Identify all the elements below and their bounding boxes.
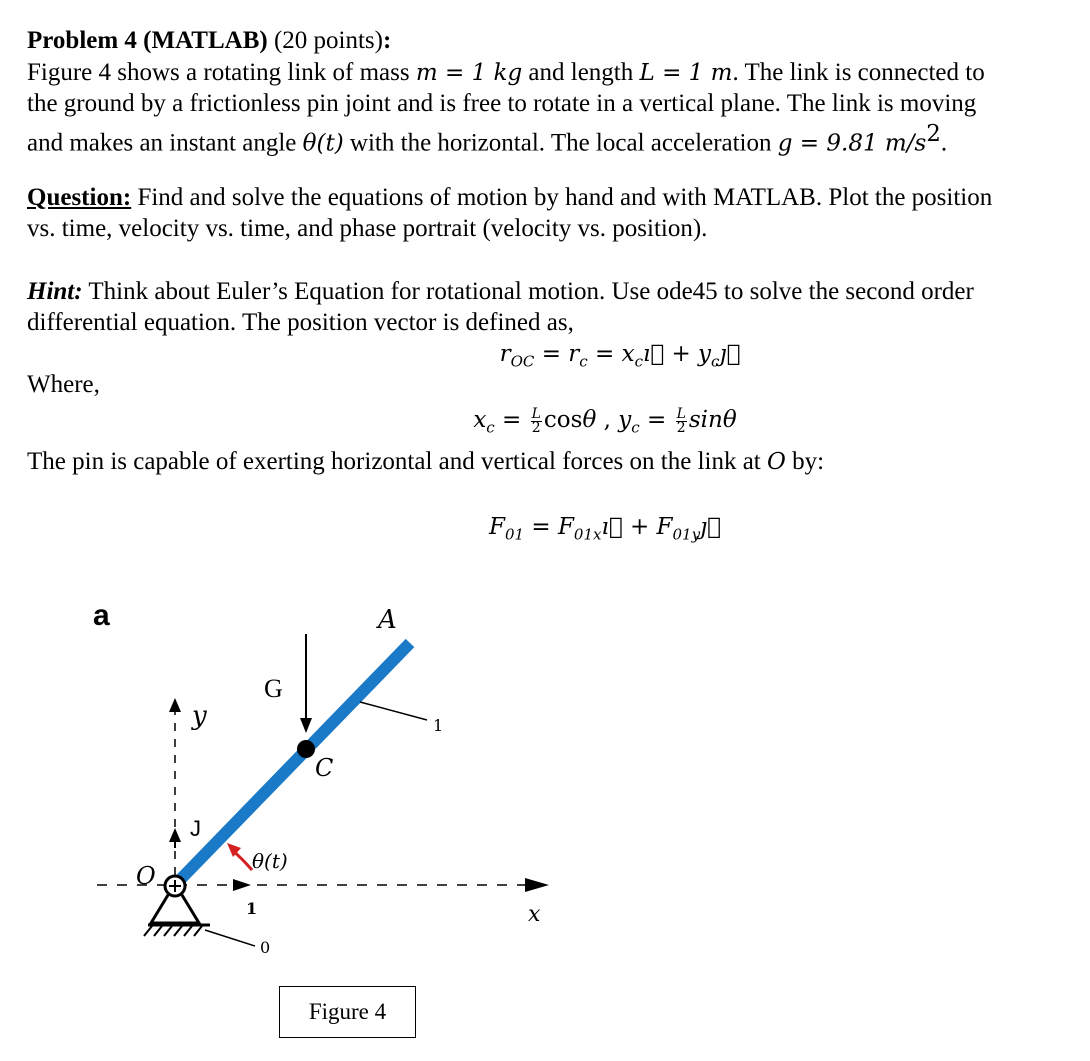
problem-colon: : [383, 27, 392, 54]
label-c: C [315, 754, 334, 782]
gravity-exponent: 2 [926, 121, 941, 147]
gravity-period: . [940, 129, 948, 157]
pin-support-icon [151, 895, 199, 923]
ground-leader-line [205, 930, 255, 946]
x-axis-arrow [525, 878, 549, 892]
problem-title: Problem 4 (MATLAB) [27, 27, 268, 54]
figure-caption-text: Figure 4 [308, 999, 387, 1024]
problem-text-3b: with the horizontal. The local acceleration [349, 129, 772, 157]
problem-text-1c: . The link is connected to [732, 59, 985, 86]
centroid-equation: $x_c$ = $\frac{L}{2}$ cosθ , $y_c$ = $\frac{L}{2}$ sinθ [473, 405, 737, 437]
hint-label: Hint: [27, 278, 83, 305]
length-expression: L = 1 m [639, 60, 733, 86]
figure-caption [279, 986, 416, 1038]
label-a-point: A [378, 605, 397, 635]
y-axis-label: y [192, 701, 207, 731]
body-leader-line [360, 702, 427, 720]
label-0: 0 [260, 938, 271, 957]
j-vector-arrow [169, 828, 181, 842]
y-axis-arrow [169, 698, 181, 712]
problem-text-1a: Figure 4 shows a rotating link of mass [27, 59, 410, 86]
gravity-arrow [300, 718, 312, 733]
hint-text-1: Think about Euler’s Equation for rotational motion. Use ode45 to solve the second order [88, 278, 974, 305]
question-text-2: vs. time, velocity vs. time, and phase portrait (velocity vs. position). [27, 215, 708, 242]
mass-expression: m = 1 kg [415, 60, 523, 86]
force-equation: $F_{01}$ = $F_{01x}ı⃗$ + $F_{01y}ȷ⃗$ [489, 514, 721, 544]
panel-label: a [93, 599, 110, 632]
question-text-1: Find and solve the equations of motion by hand and with MATLAB. Plot the position [137, 184, 993, 211]
question-label: Question: [27, 184, 132, 211]
problem-text-2: the ground by a frictionless pin joint and is free to rotate in a vertical plane. The link is moving [27, 90, 977, 117]
problem-points: (20 points) [273, 27, 383, 54]
pin-text: The pin is capable of exerting horizontal and vertical forces on the link at [27, 448, 761, 475]
pin-point-label: O [767, 449, 786, 475]
problem-text-3a: and makes an instant angle [27, 129, 297, 157]
label-theta: θ(t) [252, 849, 288, 873]
label-1-top: 1 [433, 716, 444, 735]
where-label: Where, [27, 371, 100, 398]
j-label: J [190, 816, 201, 841]
label-o: O [136, 862, 156, 890]
label-1-bottom: 1 [246, 899, 258, 918]
angle-expression: θ(t) [302, 130, 344, 157]
i-vector-arrow [233, 879, 251, 891]
ground-hatch-icon [144, 926, 202, 936]
position-vector-symbol: r [499, 341, 511, 367]
label-g: G [264, 674, 283, 703]
pin-text-end: by: [792, 448, 825, 475]
rotating-link [175, 643, 410, 885]
problem-text-1b: and length [528, 59, 634, 86]
center-of-mass-dot [297, 740, 315, 758]
gravity-expression: g = 9.81 m/s [777, 130, 927, 157]
position-vector-equation: $r_{OC} = r_c$ = $x_cı⃗$ + $y_cȷ⃗$ [499, 341, 741, 371]
x-axis-label: x [528, 902, 541, 927]
hint-text-2: differential equation. The position vector is defined as, [27, 309, 574, 336]
